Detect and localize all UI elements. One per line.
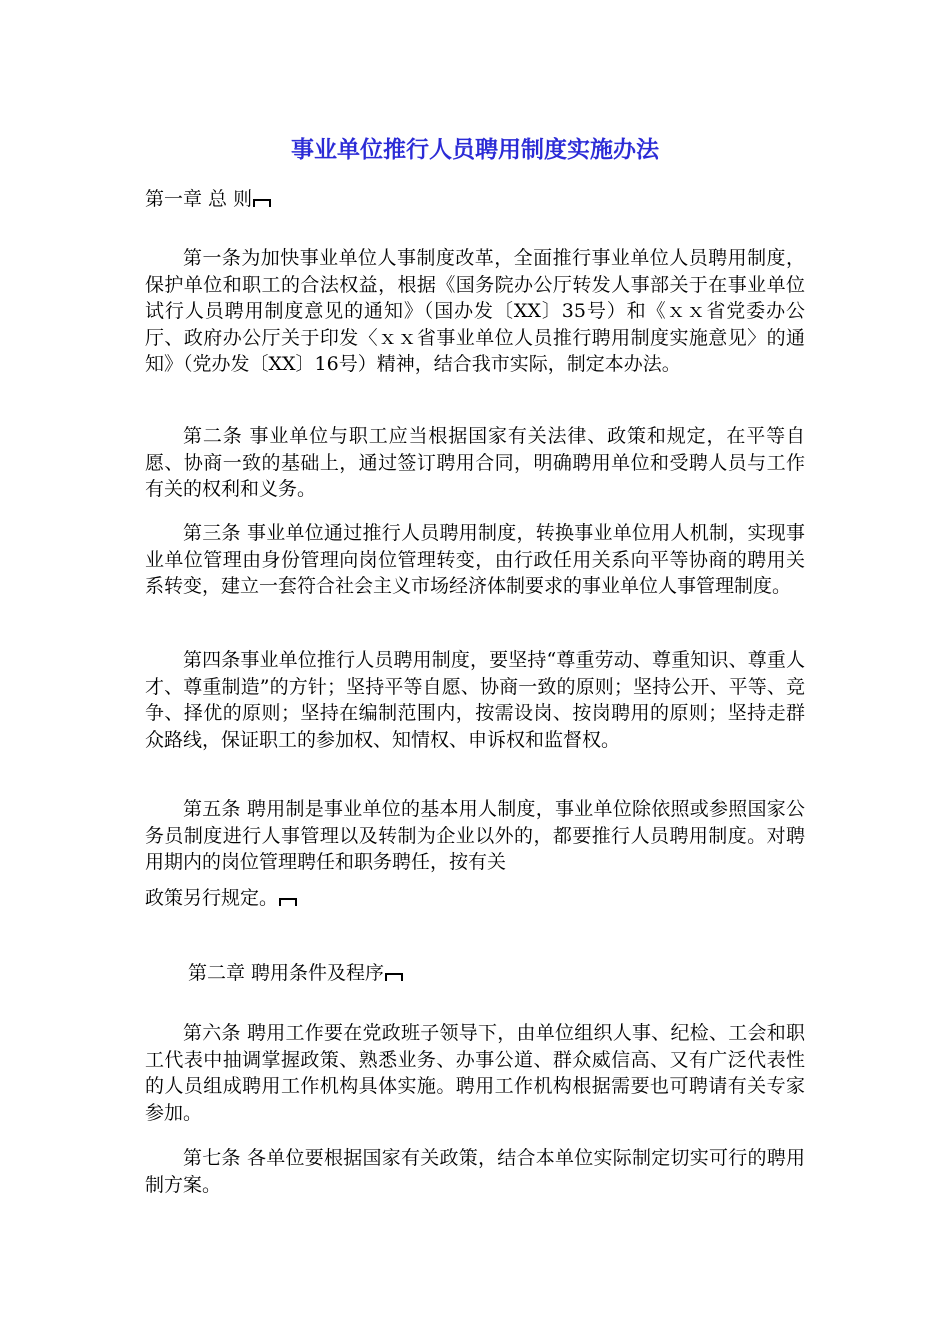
paragraph-mark-icon <box>385 973 403 981</box>
article-5-continuation-text: 政策另行规定。 <box>145 887 279 909</box>
article-1: 第一条为加快事业单位人事制度改革，全面推行事业单位人员聘用制度，保护单位和职工的合法权益，根据《国务院办公厅转发人事部关于在事业单位试行人员聘用制度意见的通知》（国办发〔XX〕35号）和《ｘｘ省党委办公厅、政府办公厅关于印发〈ｘｘ省事业单位人员推行聘用制度实施意见〉的通知》（党办发〔XX〕16号）精神，结合我市实际，制定本办法。 <box>145 247 805 376</box>
article-4: 第四条事业单位推行人员聘用制度，要坚持“尊重劳动、尊重知识、尊重人才、尊重制造”的方针；坚持平等自愿、协商一致的原则；坚持公开、平等、竞争、择优的原则；坚持在编制范围内，按需设岗、按岗聘用的原则；坚持走群众路线，保证职工的参加权、知情权、申诉权和监督权。 <box>145 649 805 751</box>
chapter-heading-1 <box>145 186 805 212</box>
chapter-heading-2-text: 第二章 聘用条件及程序 <box>188 962 385 984</box>
paragraph-mark-icon <box>253 199 271 207</box>
article-3: 第三条 事业单位通过推行人员聘用制度，转换事业单位用人机制，实现事业单位管理由身份管理向岗位管理转变，由行政任用关系向平等协商的聘用关系转变，建立一套符合社会主义市场经济体制要求的事业单位人事管理制度。 <box>145 522 805 598</box>
article-7: 第七条 各单位要根据国家有关政策，结合本单位实际制定切实可行的聘用制方案。 <box>145 1147 805 1196</box>
document-title: 事业单位推行人员聘用制度实施办法 <box>291 137 659 163</box>
chapter-heading-1-text: 第一章 总 则 <box>145 188 253 210</box>
article-5-continuation <box>145 885 805 911</box>
article-6: 第六条 聘用工作要在党政班子领导下，由单位组织人事、纪检、工会和职工代表中抽调掌握政策、熟悉业务、办事公道、群众威信高、又有广泛代表性的人员组成聘用工作机构具体实施。聘用工作机构根据需要也可聘请有关专家参加。 <box>145 1022 805 1124</box>
chapter-heading-2 <box>188 960 848 986</box>
paragraph-mark-icon <box>279 898 297 906</box>
article-2: 第二条 事业单位与职工应当根据国家有关法律、政策和规定，在平等自愿、协商一致的基础上，通过签订聘用合同，明确聘用单位和受聘人员与工作有关的权利和义务。 <box>145 425 805 501</box>
article-5: 第五条 聘用制是事业单位的基本用人制度，事业单位除依照或参照国家公务员制度进行人事管理以及转制为企业以外的，都要推行人员聘用制度。对聘用期内的岗位管理聘任和职务聘任，按有关 <box>145 798 805 874</box>
